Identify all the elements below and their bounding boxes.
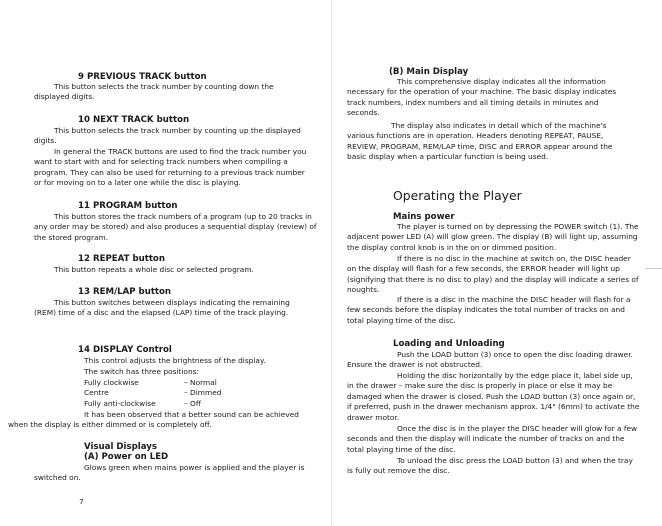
position-name: Fully anti-clockwise [84, 398, 156, 408]
power-led-text: Glows green when mains power is applied and the player is switched on. [34, 463, 305, 483]
display-sound-note: It has been observed that a better sound can be achieved when the display is either dimmed or is completely off. [8, 410, 299, 430]
position-value: – Normal [184, 378, 217, 387]
mains-power-text-3: If there is a disc in the machine the DISC header will flash for a few seconds before the display indicates the total number of tracks on and total playing time of the disc. [347, 295, 631, 325]
previous-track-text: This button selects the track number by counting down the displayed digits. [34, 82, 274, 102]
mains-power-text-1: The player is turned on by depressing the POWER switch (1). The adjacent power LED (A) will glow green. The display (B) will light up, assuming the display control knob is in the on or dimmed position. [347, 222, 639, 252]
display-control-heading: 14 DISPLAY Control [78, 345, 172, 355]
repeat-text: This button repeats a whole disc or selected program. [53, 265, 254, 274]
switch-positions-text: The switch has three positions: [84, 367, 199, 376]
next-track-text: This button selects the track number by counting up the displayed digits. [34, 126, 301, 146]
position-row [84, 378, 221, 388]
track-buttons-general-text: In general the TRACK buttons are used to find the track number you want to start with and for selecting track numbers when compiling a program. They can also be used for returning to a previous track number or for moving on to a later one while the disc is playing. [34, 147, 307, 188]
main-display-heading: (B) Main Display [389, 67, 469, 77]
loading-text-1: Push the LOAD button (3) once to open the disc loading drawer. Ensure the drawer is not obstructed. [347, 350, 633, 370]
main-display-text: This comprehensive display indicates all the information necessary for the operation of your machine. The basic display indicates track numbers, index numbers and all timing details in minutes and seconds. [347, 77, 617, 118]
right-page [331, 0, 662, 526]
loading-text-3: Once the disc is in the player the DISC header will glow for a few seconds and then the display will indicate the number of tracks on and the total playing time of the disc. [347, 424, 638, 454]
loading-text-2: Holding the disc horizontally by the edge place it, label side up, in the drawer – make sure the disc is properly in place or else it may be damaged when the drawer is closed. Push the LOAD button (3) once again or, if preferred, push in the drawer mechanism approx. 1/4" (6mm) to activate the drawer motor. [347, 371, 640, 422]
position-row [84, 399, 221, 409]
operating-section-title: Operating the Player [393, 188, 522, 203]
mains-power-text-2: If there is no disc in the machine at switch on, the DISC header on the display will flash for a few seconds, the ERROR header will light up (signifying that there is no disc to play) and the display will indicate a series of noughts. [347, 254, 639, 295]
loading-heading: Loading and Unloading [393, 339, 505, 349]
position-row [84, 388, 221, 398]
position-value: – Off [184, 398, 201, 408]
visual-displays-heading: Visual Displays [84, 442, 157, 452]
display-control-text: This control adjusts the brightness of the display. [84, 356, 266, 365]
rem-lap-heading: 13 REM/LAP button [78, 287, 172, 297]
position-name: Fully clockwise [84, 378, 139, 387]
mains-power-heading: Mains power [393, 212, 455, 222]
program-text: This button stores the track numbers of a program (up to 20 tracks in any order may be stored) and also produces a sequential display (review) of the stored program. [34, 212, 317, 242]
page-number: 7 [79, 497, 84, 506]
switch-positions-list [84, 378, 221, 409]
next-track-heading: 10 NEXT TRACK button [78, 115, 190, 125]
rem-lap-text: This button switches between displays indicating the remaining (REM) time of a disc and the elapsed (LAP) time of the track playing. [34, 298, 290, 318]
power-led-heading: (A) Power on LED [84, 452, 169, 462]
program-heading: 11 PROGRAM button [78, 201, 178, 211]
main-display-functions-text: The display also indicates in detail which of the machine's various functions are in operation. Headers denoting REPEAT, PAUSE, REVIEW, PROGRAM, REM/LAP time, DISC and ERROR appear around the basic display when a particular function is being used. [347, 121, 613, 162]
previous-track-heading: 9 PREVIOUS TRACK button [78, 72, 207, 82]
repeat-heading: 12 REPEAT button [78, 254, 165, 264]
position-value: – Dimmed [184, 388, 222, 398]
loading-text-4: To unload the disc press the LOAD button (3) and when the tray is fully out remove the disc. [347, 456, 633, 476]
position-name: Centre [84, 388, 109, 398]
